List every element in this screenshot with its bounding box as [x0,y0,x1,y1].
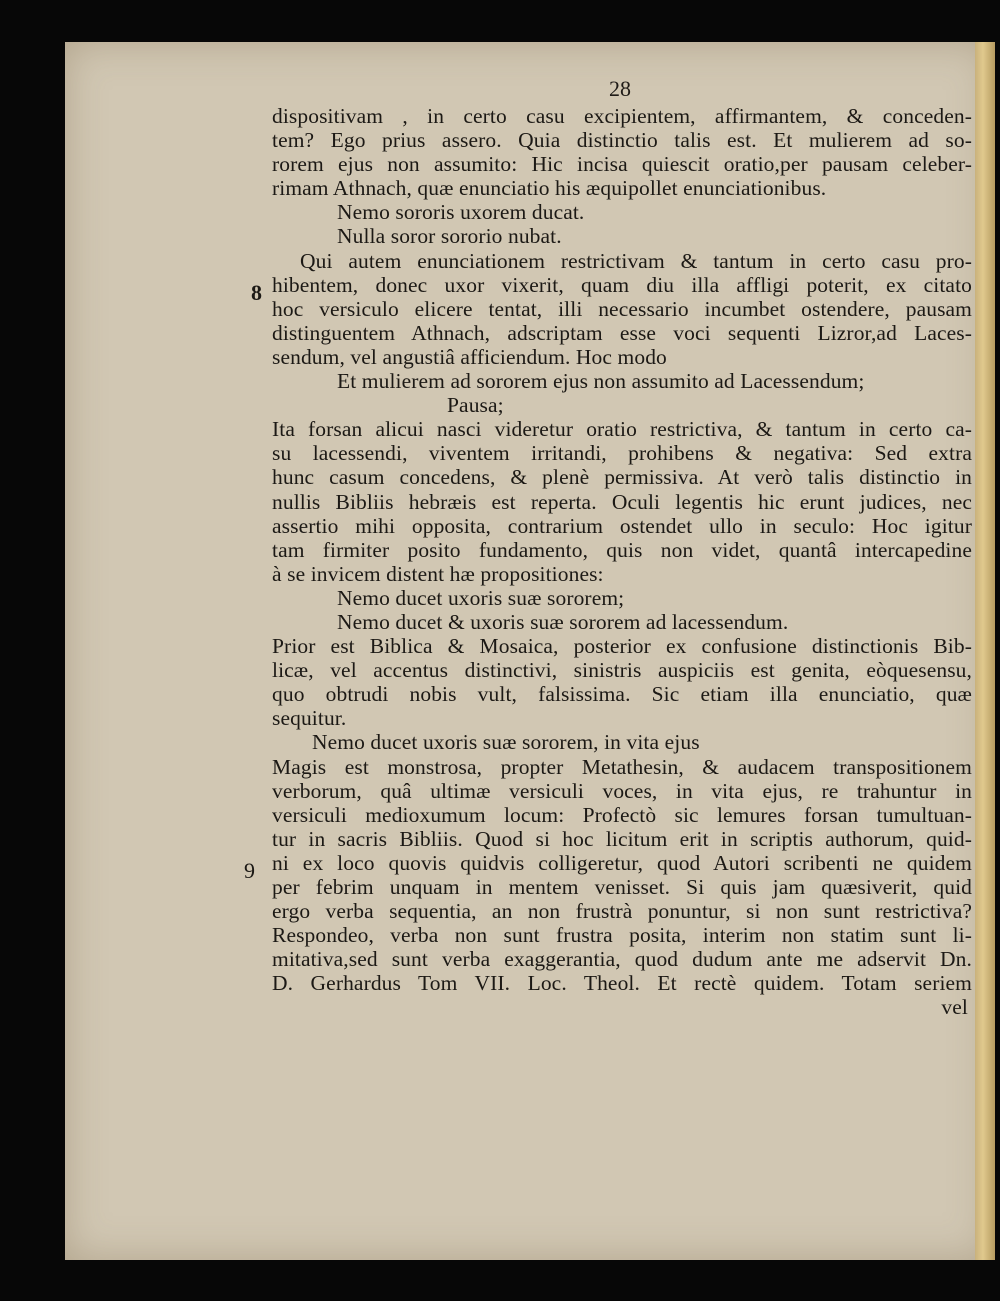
text-line: Nemo ducet uxoris suæ sororem, in vita ejus [312,730,700,755]
text-line: Nemo sororis uxorem ducat. [337,200,585,225]
text-line: Magis est monstrosa, propter Metathesin, & audacem transpositionem [272,754,972,779]
text-line: ergo verba sequentia, an non frustrà ponuntur, si non sunt restrictiva? [272,899,972,924]
page-edge [975,42,995,1260]
text-line: nullis Bibliis hebræis est reperta. Oculi legentis hic erunt judices, nec [272,489,972,514]
text-line: Ita forsan alicui nasci videretur oratio restrictiva, & tantum in certo ca- [272,417,972,442]
text-line: Prior est Biblica & Mosaica, posterior ex confusione distinctionis Bib- [272,634,972,659]
text-line: sendum, vel angustiâ afficiendum. Hoc modo [272,344,667,369]
text-line: Pausa; [447,393,504,418]
text-line: Respondeo, verba non sunt frustra posita, interim non statim sunt li- [272,923,972,948]
text-line: tem? Ego prius assero. Quia distinctio talis est. Et mulierem ad so- [272,128,972,153]
text-line: Et mulierem ad sororem ejus non assumito ad Lacessendum; [337,369,865,394]
text-line: Nemo ducet & uxoris suæ sororem ad lacessendum. [337,609,789,634]
text-line: ni ex loco quovis quidvis colligeretur, quod Autori scribenti ne quidem [272,850,972,875]
text-line: hunc casum concedens, & plenè permissiva. At verò talis distinctio in [272,465,972,490]
text-line: tur in sacris Bibliis. Quod si hoc licitum erit in scriptis authorum, quid- [272,826,972,851]
text-line: verborum, quâ ultimæ versiculi voces, in vita ejus, re trahuntur in [272,778,972,803]
page-number: 28 [609,76,631,101]
text-line: assertio mihi opposita, contrarium ostendet ullo in seculo: Hoc igitur [272,513,972,538]
text-line: per febrim unquam in mentem venisset. Si quis jam quæsiverit, quid [272,875,972,899]
text-line: versiculi medioxumum locum: Profectò sic lemures forsan tumultuan- [272,802,972,827]
text-line: dispositivam , in certo casu excipientem, affirmantem, & conceden- [272,104,972,128]
text-line: rorem ejus non assumito: Hic incisa quiescit oratio,per pausam celeber- [272,152,972,177]
margin-note-9: 9 [244,858,255,883]
text-line: à se invicem distent hæ propositiones: [272,561,604,586]
text-line: hoc versiculo elicere tentat, illi necessario incumbet ostendere, pausam [272,296,972,321]
text-line: rimam Athnach, quæ enunciatio his æquipollet enunciationibus. [272,176,827,201]
text-line: D. Gerhardus Tom VII. Loc. Theol. Et rectè quidem. Totam seriem [272,971,972,996]
text-line: Nulla soror sororio nubat. [337,224,562,249]
text-line: tam firmiter posito fundamento, quis non videt, quantâ intercapedine [272,537,972,562]
margin-note-8: 8 [251,280,262,305]
text-line: mitativa,sed sunt verba exaggerantia, quod dudum ante me adservit Dn. [272,947,972,972]
text-line: licæ, vel accentus distinctivi, sinistris auspiciis est genita, eòquesensu, [272,658,972,683]
text-line: hibentem, donec uxor vixerit, quam diu illa affligi poterit, ex citato [272,272,972,297]
text-line: Nemo ducet uxoris suæ sororem; [337,585,625,610]
text-line: sequitur. [272,706,347,731]
text-line: distinguentem Athnach, adscriptam esse voci sequenti Lizror,ad Laces- [272,320,972,345]
text-line: quo obtrudi nobis vult, falsissima. Sic etiam illa enunciatio, quæ [272,682,972,707]
body-text [272,104,972,1020]
text-line: su lacessendi, viventem irritandi, prohibens & negativa: Sed extra [272,441,972,466]
catchword: vel [941,995,968,1020]
text-line: Qui autem enunciationem restrictivam & tantum in certo casu pro- [300,248,972,273]
